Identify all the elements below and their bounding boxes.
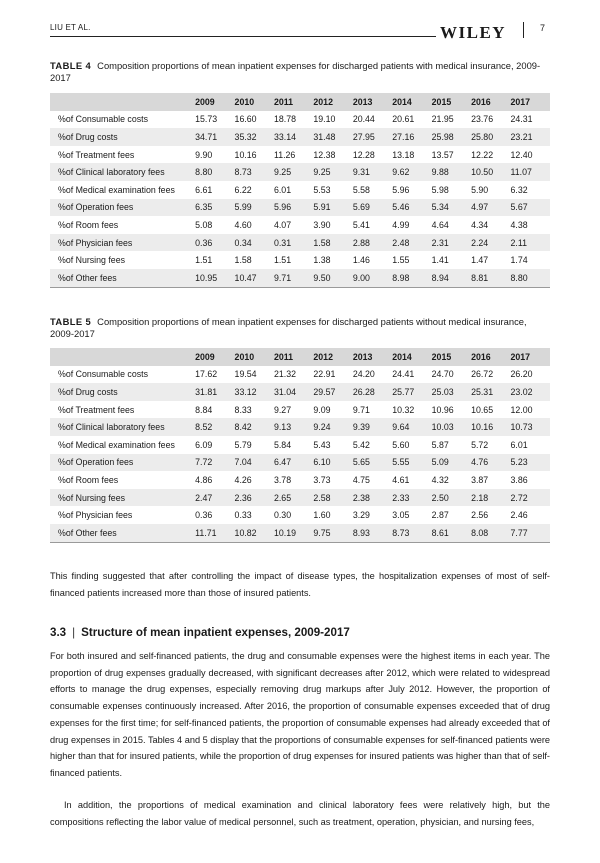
value-cell: 35.32 [235,128,274,146]
table-row [50,146,550,164]
structure-paragraph-1: For both insured and self-financed patients, the drug and consumable expenses were the highest items in each year. The proportion of drug expenses gradually decreased, with significant decreases after 2012, which were related to widespread efforts to manage the drug expenses, especially removing drug markups after July 2012. However, the proportion of consumable expenses continuously increased. After 2016, the proportion of consumable expenses exceeded that of drug expenses for the first time; for self-financed patients, the proportion of consumable expenses had already exceeded that of drug expenses in 2015. Tables 4 and 5 display that the proportions of consumable expenses for self-financed patients were higher than that for insured patients, while the proportion of drug expenses for insured patients was higher than that of self-financed patients. [50,651,550,778]
value-cell: 11.26 [274,146,313,164]
header-rule [50,36,436,37]
value-cell: 23.21 [511,128,551,146]
value-cell: 1.60 [313,506,352,524]
year-header: 2013 [353,348,392,366]
value-cell: 8.33 [235,401,274,419]
table-row [50,524,550,542]
value-cell: 20.61 [392,111,431,129]
year-header: 2013 [353,93,392,111]
table4-caption-text: Composition proportions of mean inpatient expenses for discharged patients with medical insurance, 2009-2017 [50,60,541,84]
value-cell: 6.01 [274,181,313,199]
value-cell: 2.33 [392,489,431,507]
row-label: %of Drug costs [50,128,195,146]
value-cell: 12.38 [313,146,352,164]
value-cell: 8.61 [432,524,471,542]
table-row [50,128,550,146]
value-cell: 2.31 [432,234,471,252]
table4-caption [50,60,550,84]
value-cell: 9.39 [353,418,392,436]
value-cell: 10.19 [274,524,313,542]
section-heading [50,626,350,639]
table4-body [50,111,550,287]
value-cell: 31.48 [313,128,352,146]
value-cell: 8.52 [195,418,234,436]
value-cell: 0.36 [195,506,234,524]
value-cell: 5.42 [353,436,392,454]
table4 [50,93,550,288]
value-cell: 2.87 [432,506,471,524]
value-cell: 4.34 [471,216,510,234]
value-cell: 2.47 [195,489,234,507]
value-cell: 1.55 [392,251,431,269]
value-cell: 11.71 [195,524,234,542]
value-cell: 2.46 [511,506,551,524]
value-cell: 10.47 [235,269,274,287]
value-cell: 1.47 [471,251,510,269]
value-cell: 4.97 [471,199,510,217]
year-header: 2010 [235,348,274,366]
value-cell: 29.57 [313,383,352,401]
value-cell: 2.72 [511,489,551,507]
value-cell: 8.93 [353,524,392,542]
value-cell: 5.69 [353,199,392,217]
value-cell: 26.72 [471,366,510,384]
value-cell: 23.76 [471,111,510,129]
table-row [50,489,550,507]
value-cell: 2.48 [392,234,431,252]
value-cell: 5.79 [235,436,274,454]
value-cell: 8.84 [195,401,234,419]
value-cell: 4.38 [511,216,551,234]
value-cell: 8.94 [432,269,471,287]
value-cell: 3.29 [353,506,392,524]
value-cell: 1.46 [353,251,392,269]
value-cell: 4.61 [392,471,431,489]
value-cell: 11.07 [511,163,551,181]
row-label: %of Other fees [50,524,195,542]
table5-caption [50,316,550,340]
value-cell: 4.07 [274,216,313,234]
value-cell: 0.30 [274,506,313,524]
table4-header-row [50,93,550,111]
value-cell: 25.77 [392,383,431,401]
value-cell: 4.26 [235,471,274,489]
year-header: 2017 [511,93,551,111]
value-cell: 2.65 [274,489,313,507]
table-row [50,506,550,524]
value-cell: 5.67 [511,199,551,217]
section-number: 3.3 [50,626,67,639]
table-row [50,234,550,252]
year-header: 2012 [313,93,352,111]
value-cell: 26.20 [511,366,551,384]
value-cell: 12.40 [511,146,551,164]
value-cell: 2.56 [471,506,510,524]
value-cell: 1.51 [274,251,313,269]
value-cell: 25.31 [471,383,510,401]
value-cell: 9.64 [392,418,431,436]
row-label: %of Nursing fees [50,251,195,269]
running-head: LIU ET AL. [50,23,91,32]
year-header: 2011 [274,93,313,111]
structure-paragraph-2: In addition, the proportions of medical examination and clinical laboratory fees were relatively high, but the compositions reflecting the labor value of medical personnel, such as treatment, operation, physician, and nursing fees, [50,800,550,827]
year-header: 2010 [235,93,274,111]
value-cell: 3.86 [511,471,551,489]
table5-label: TABLE 5 [50,316,92,327]
value-cell: 13.18 [392,146,431,164]
value-cell: 0.36 [195,234,234,252]
row-label: %of Clinical laboratory fees [50,418,195,436]
table-row [50,216,550,234]
row-label: %of Consumable costs [50,366,195,384]
value-cell: 2.11 [511,234,551,252]
year-header: 2016 [471,348,510,366]
value-cell: 33.14 [274,128,313,146]
value-cell: 16.60 [235,111,274,129]
value-cell: 24.41 [392,366,431,384]
value-cell: 3.90 [313,216,352,234]
value-cell: 10.32 [392,401,431,419]
value-cell: 10.65 [471,401,510,419]
value-cell: 1.74 [511,251,551,269]
page-number: 7 [540,23,546,33]
value-cell: 4.76 [471,454,510,472]
value-cell: 6.09 [195,436,234,454]
finding-paragraph: This finding suggested that after controlling the impact of disease types, the hospitalization expenses of most of self-financed patients increased more than those of insured patients. [50,571,550,598]
value-cell: 9.71 [274,269,313,287]
value-cell: 9.25 [313,163,352,181]
value-cell: 22.91 [313,366,352,384]
publisher-logo: WILEY [440,23,507,42]
table-row [50,454,550,472]
value-cell: 17.62 [195,366,234,384]
row-label: %of Other fees [50,269,195,287]
value-cell: 5.58 [353,181,392,199]
row-label: %of Physician fees [50,234,195,252]
value-cell: 1.51 [195,251,234,269]
year-header: 2016 [471,93,510,111]
value-cell: 4.99 [392,216,431,234]
value-cell: 5.65 [353,454,392,472]
value-cell: 12.28 [353,146,392,164]
value-cell: 21.32 [274,366,313,384]
table-row [50,401,550,419]
value-cell: 25.80 [471,128,510,146]
value-cell: 9.50 [313,269,352,287]
value-cell: 6.35 [195,199,234,217]
table-row [50,471,550,489]
value-cell: 18.78 [274,111,313,129]
year-header: 2011 [274,348,313,366]
table5-header-row [50,348,550,366]
value-cell: 9.25 [274,163,313,181]
value-cell: 5.90 [471,181,510,199]
value-cell: 10.16 [235,146,274,164]
value-cell: 0.34 [235,234,274,252]
corner-cell [50,348,195,366]
year-header: 2015 [432,93,471,111]
value-cell: 5.96 [274,199,313,217]
value-cell: 31.81 [195,383,234,401]
row-label: %of Room fees [50,216,195,234]
row-label: %of Clinical laboratory fees [50,163,195,181]
value-cell: 8.08 [471,524,510,542]
value-cell: 12.00 [511,401,551,419]
table-row [50,163,550,181]
value-cell: 10.73 [511,418,551,436]
value-cell: 5.91 [313,199,352,217]
row-label: %of Room fees [50,471,195,489]
value-cell: 13.57 [432,146,471,164]
value-cell: 5.60 [392,436,431,454]
value-cell: 4.75 [353,471,392,489]
value-cell: 2.36 [235,489,274,507]
value-cell: 5.43 [313,436,352,454]
value-cell: 5.09 [432,454,471,472]
value-cell: 9.00 [353,269,392,287]
value-cell: 2.50 [432,489,471,507]
table-row [50,269,550,287]
value-cell: 26.28 [353,383,392,401]
value-cell: 21.95 [432,111,471,129]
year-header: 2014 [392,348,431,366]
value-cell: 34.71 [195,128,234,146]
value-cell: 7.72 [195,454,234,472]
table-row [50,383,550,401]
value-cell: 2.88 [353,234,392,252]
value-cell: 24.20 [353,366,392,384]
section-title: Structure of mean inpatient expenses, 2009-2017 [81,626,350,639]
value-cell: 23.02 [511,383,551,401]
row-label: %of Treatment fees [50,146,195,164]
value-cell: 2.24 [471,234,510,252]
value-cell: 2.38 [353,489,392,507]
value-cell: 9.75 [313,524,352,542]
year-header: 2015 [432,348,471,366]
value-cell: 5.46 [392,199,431,217]
value-cell: 15.73 [195,111,234,129]
value-cell: 24.31 [511,111,551,129]
row-label: %of Nursing fees [50,489,195,507]
value-cell: 7.04 [235,454,274,472]
value-cell: 9.13 [274,418,313,436]
value-cell: 10.82 [235,524,274,542]
row-label: %of Medical examination fees [50,181,195,199]
value-cell: 3.05 [392,506,431,524]
value-cell: 1.41 [432,251,471,269]
value-cell: 8.80 [511,269,551,287]
value-cell: 9.88 [432,163,471,181]
value-cell: 9.27 [274,401,313,419]
table5 [50,348,550,543]
value-cell: 24.70 [432,366,471,384]
row-label: %of Operation fees [50,199,195,217]
value-cell: 8.73 [392,524,431,542]
value-cell: 4.86 [195,471,234,489]
value-cell: 4.64 [432,216,471,234]
value-cell: 5.55 [392,454,431,472]
value-cell: 2.58 [313,489,352,507]
value-cell: 10.96 [432,401,471,419]
table5-body [50,366,550,542]
value-cell: 1.58 [313,234,352,252]
row-label: %of Medical examination fees [50,436,195,454]
table5-caption-text: Composition proportions of mean inpatient expenses for discharged patients without medical insurance, 2009-2017 [50,316,527,340]
value-cell: 6.22 [235,181,274,199]
value-cell: 27.95 [353,128,392,146]
value-cell: 5.72 [471,436,510,454]
year-header: 2009 [195,348,234,366]
value-cell: 8.73 [235,163,274,181]
table-row [50,436,550,454]
value-cell: 8.80 [195,163,234,181]
value-cell: 6.61 [195,181,234,199]
year-header: 2017 [511,348,551,366]
value-cell: 12.22 [471,146,510,164]
corner-cell [50,93,195,111]
value-cell: 4.60 [235,216,274,234]
value-cell: 8.98 [392,269,431,287]
value-cell: 5.87 [432,436,471,454]
value-cell: 31.04 [274,383,313,401]
value-cell: 5.98 [432,181,471,199]
value-cell: 6.10 [313,454,352,472]
value-cell: 10.95 [195,269,234,287]
value-cell: 20.44 [353,111,392,129]
value-cell: 6.32 [511,181,551,199]
value-cell: 1.38 [313,251,352,269]
value-cell: 9.24 [313,418,352,436]
value-cell: 9.90 [195,146,234,164]
value-cell: 5.99 [235,199,274,217]
value-cell: 10.03 [432,418,471,436]
value-cell: 2.18 [471,489,510,507]
table-row [50,251,550,269]
value-cell: 19.10 [313,111,352,129]
value-cell: 0.33 [235,506,274,524]
row-label: %of Consumable costs [50,111,195,129]
value-cell: 25.03 [432,383,471,401]
value-cell: 5.84 [274,436,313,454]
value-cell: 7.77 [511,524,551,542]
table4-label: TABLE 4 [50,60,92,71]
value-cell: 1.58 [235,251,274,269]
value-cell: 9.31 [353,163,392,181]
value-cell: 8.81 [471,269,510,287]
table-row [50,181,550,199]
value-cell: 3.87 [471,471,510,489]
value-cell: 5.08 [195,216,234,234]
value-cell: 9.09 [313,401,352,419]
value-cell: 10.50 [471,163,510,181]
year-header: 2012 [313,348,352,366]
value-cell: 5.96 [392,181,431,199]
header-divider [523,22,524,38]
row-label: %of Operation fees [50,454,195,472]
value-cell: 5.53 [313,181,352,199]
table-row [50,366,550,384]
value-cell: 6.01 [511,436,551,454]
value-cell: 6.47 [274,454,313,472]
value-cell: 5.23 [511,454,551,472]
year-header: 2014 [392,93,431,111]
year-header: 2009 [195,93,234,111]
value-cell: 5.34 [432,199,471,217]
value-cell: 19.54 [235,366,274,384]
table-row [50,111,550,129]
table-row [50,199,550,217]
value-cell: 0.31 [274,234,313,252]
value-cell: 4.32 [432,471,471,489]
value-cell: 3.78 [274,471,313,489]
value-cell: 27.16 [392,128,431,146]
value-cell: 25.98 [432,128,471,146]
value-cell: 8.42 [235,418,274,436]
row-label: %of Treatment fees [50,401,195,419]
row-label: %of Physician fees [50,506,195,524]
table-row [50,418,550,436]
value-cell: 9.62 [392,163,431,181]
value-cell: 33.12 [235,383,274,401]
value-cell: 10.16 [471,418,510,436]
row-label: %of Drug costs [50,383,195,401]
value-cell: 3.73 [313,471,352,489]
value-cell: 5.41 [353,216,392,234]
section-separator: | [72,626,76,639]
value-cell: 9.71 [353,401,392,419]
